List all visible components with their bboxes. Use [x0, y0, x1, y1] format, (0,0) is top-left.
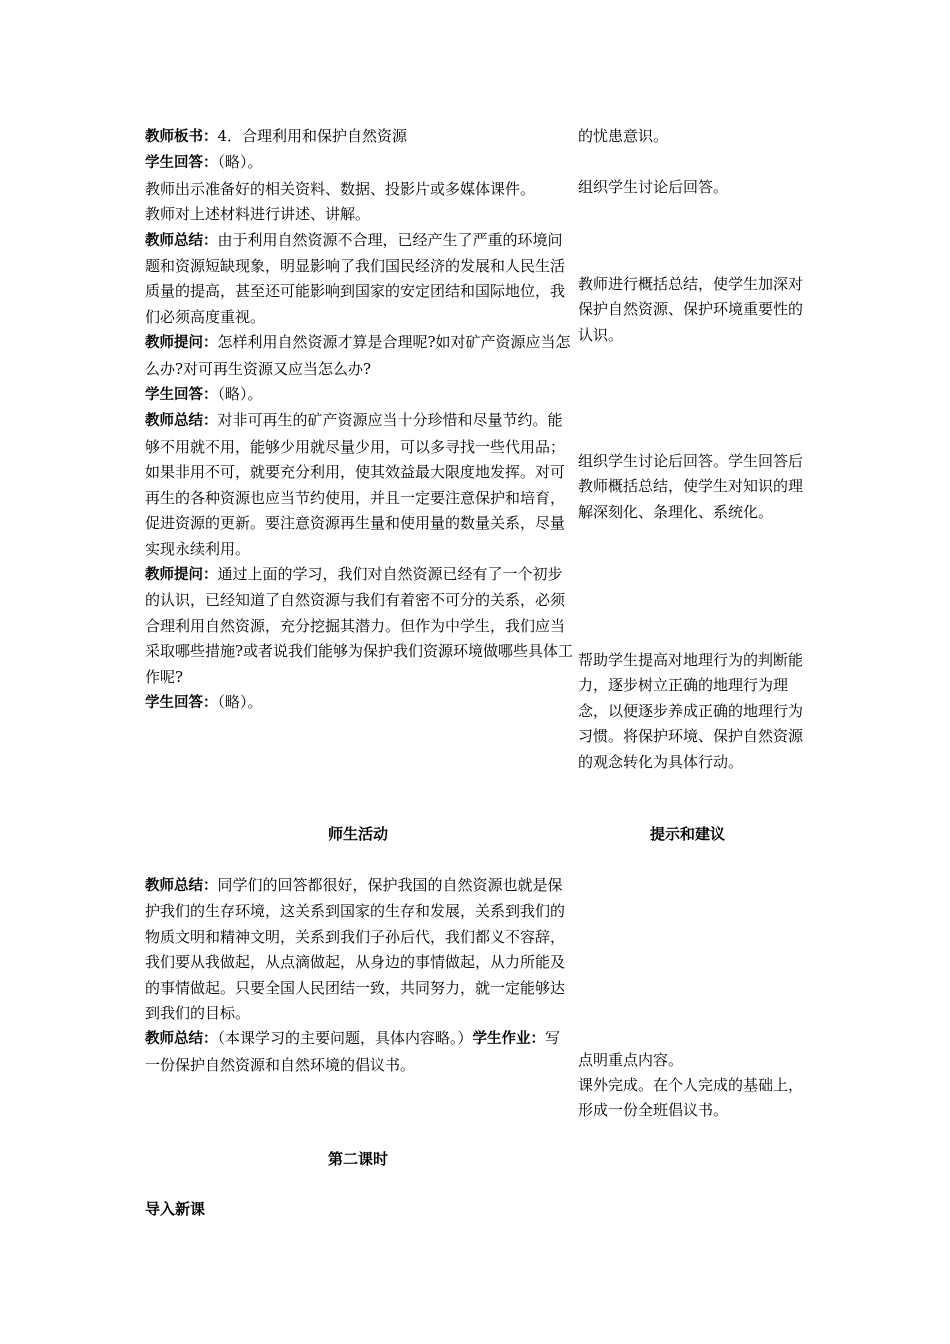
- paragraph-label: 教师提问：: [145, 335, 218, 352]
- paragraph-text: 对非可再生的矿产资源应当十分珍惜和尽量节约。能够不用就不用，能够少用就尽量少用，可以多寻找一些代用品；如果非用不可，就要充分利用，使其效益最大限度地发挥。对可再生的各种资源也应当节约使用，并且一定要注意保护和培育，促进资源的更新。要注意资源再生量和使用量的数量关系，尽量实现永续利用。: [145, 411, 566, 558]
- paragraph: [145, 873, 575, 1026]
- lesson-title: 第二课时: [328, 1150, 389, 1168]
- paragraph-text: 4．合理利用和保护自然资源: [217, 127, 408, 145]
- paragraph: [145, 124, 575, 150]
- paragraph-text: 通过上面的学习，我们对自然资源已经有了一个初步的认识，已经知道了自然资源与我们有着密不可分的关系，必须合理利用自然资源，充分挖掘其潜力。但作为中学生，我们应当采取哪些措施?或者说我们能够为保护我们资源环境做哪些具体工作呢?: [145, 564, 574, 686]
- paragraph: [145, 177, 575, 202]
- paragraph-text: 同学们的回答都很好，保护我国的自然资源也就是保护我们的生存环境，这关系到国家的生存和发展，关系到我们的物质文明和精神文明，关系到我们子孙后代，我们都义不容辞，我们要从我做起，从点滴做起，从身边的事情做起，从力所能及的事情做起。只要全国人民团结一致，共同努力，就一定能够达到我们的目标。: [145, 876, 566, 1023]
- column-header-activity: 师生活动: [328, 825, 389, 843]
- paragraph-text: （略）。: [217, 153, 263, 172]
- suggestion-note: 组织学生讨论后回答。: [578, 178, 729, 196]
- paragraph: [145, 408, 575, 561]
- paragraph-text: 教师出示准备好的相关资料、数据、投影片或多媒体课件。: [145, 179, 536, 198]
- paragraph: [145, 562, 575, 690]
- suggestion-note: 组织学生讨论后回答。学生回答后教师概括总结，使学生对知识的理解深刻化、条理化、系统化。: [578, 452, 804, 521]
- paragraph: [145, 1026, 575, 1078]
- paragraph-text: 写一份保护自然资源和自然环境的倡议书。: [145, 1029, 561, 1074]
- suggestion-note: 帮助学生提高对地理行为的判断能力，逐步树立正确的地理行为理念，以便逐步养成正确的地理行为习惯。将保护环境、保护自然资源的观念转化为具体行动。: [578, 651, 804, 771]
- paragraph-text: 怎样利用自然资源才算是合理呢?如对矿产资源应当怎么办?对可再生资源又应当怎么办?: [145, 333, 571, 378]
- paragraph-text: （略）。: [217, 692, 263, 711]
- paragraph: [145, 228, 575, 331]
- paragraph-text: 教师对上述材料进行讲述、讲解。: [145, 205, 371, 224]
- paragraph: [145, 150, 575, 176]
- paragraph: [145, 382, 575, 408]
- paragraph-label: 学生回答：: [145, 155, 218, 172]
- section-heading: 导入新课: [145, 1200, 206, 1218]
- paragraph: [145, 330, 575, 382]
- teacher-student-activity-column: [145, 124, 575, 716]
- paragraph-label: 教师总结：: [145, 1031, 218, 1048]
- column-header-suggestion: 提示和建议: [650, 825, 726, 843]
- paragraph-text: （略）。: [217, 385, 263, 404]
- paragraph-text: （本课学习的主要问题，具体内容略。）: [217, 1029, 473, 1048]
- paragraph: [145, 202, 575, 227]
- suggestion-note: 教师进行概括总结，使学生加深对保护自然资源、保护环境重要性的认识。: [578, 275, 804, 344]
- paragraph-label: 教师总结：: [145, 232, 218, 249]
- paragraph-label: 学生回答：: [145, 694, 218, 711]
- paragraph-label: 教师板书：: [145, 129, 218, 145]
- paragraph: [145, 690, 575, 716]
- suggestion-note: 点明重点内容。: [578, 1051, 684, 1069]
- paragraph-label: 学生回答：: [145, 387, 218, 404]
- paragraph-text: 由于利用自然资源不合理，已经产生了严重的环境问题和资源短缺现象，明显影响了我们国民经济的发展和人民生活质量的提高，甚至还可能影响到国家的安定团结和国际地位，我们必须高度重视。: [145, 230, 566, 326]
- teacher-student-activity-column: [145, 873, 575, 1078]
- suggestion-note: 的忧患意识。: [578, 127, 669, 145]
- paragraph-label: 教师总结：: [145, 878, 218, 894]
- paragraph-label: 学生作业：: [472, 1031, 546, 1048]
- suggestion-note: 课外完成。在个人完成的基础上，形成一份全班倡议书。: [578, 1076, 804, 1120]
- paragraph-label: 教师提问：: [145, 566, 218, 583]
- paragraph-label: 教师总结：: [145, 413, 218, 430]
